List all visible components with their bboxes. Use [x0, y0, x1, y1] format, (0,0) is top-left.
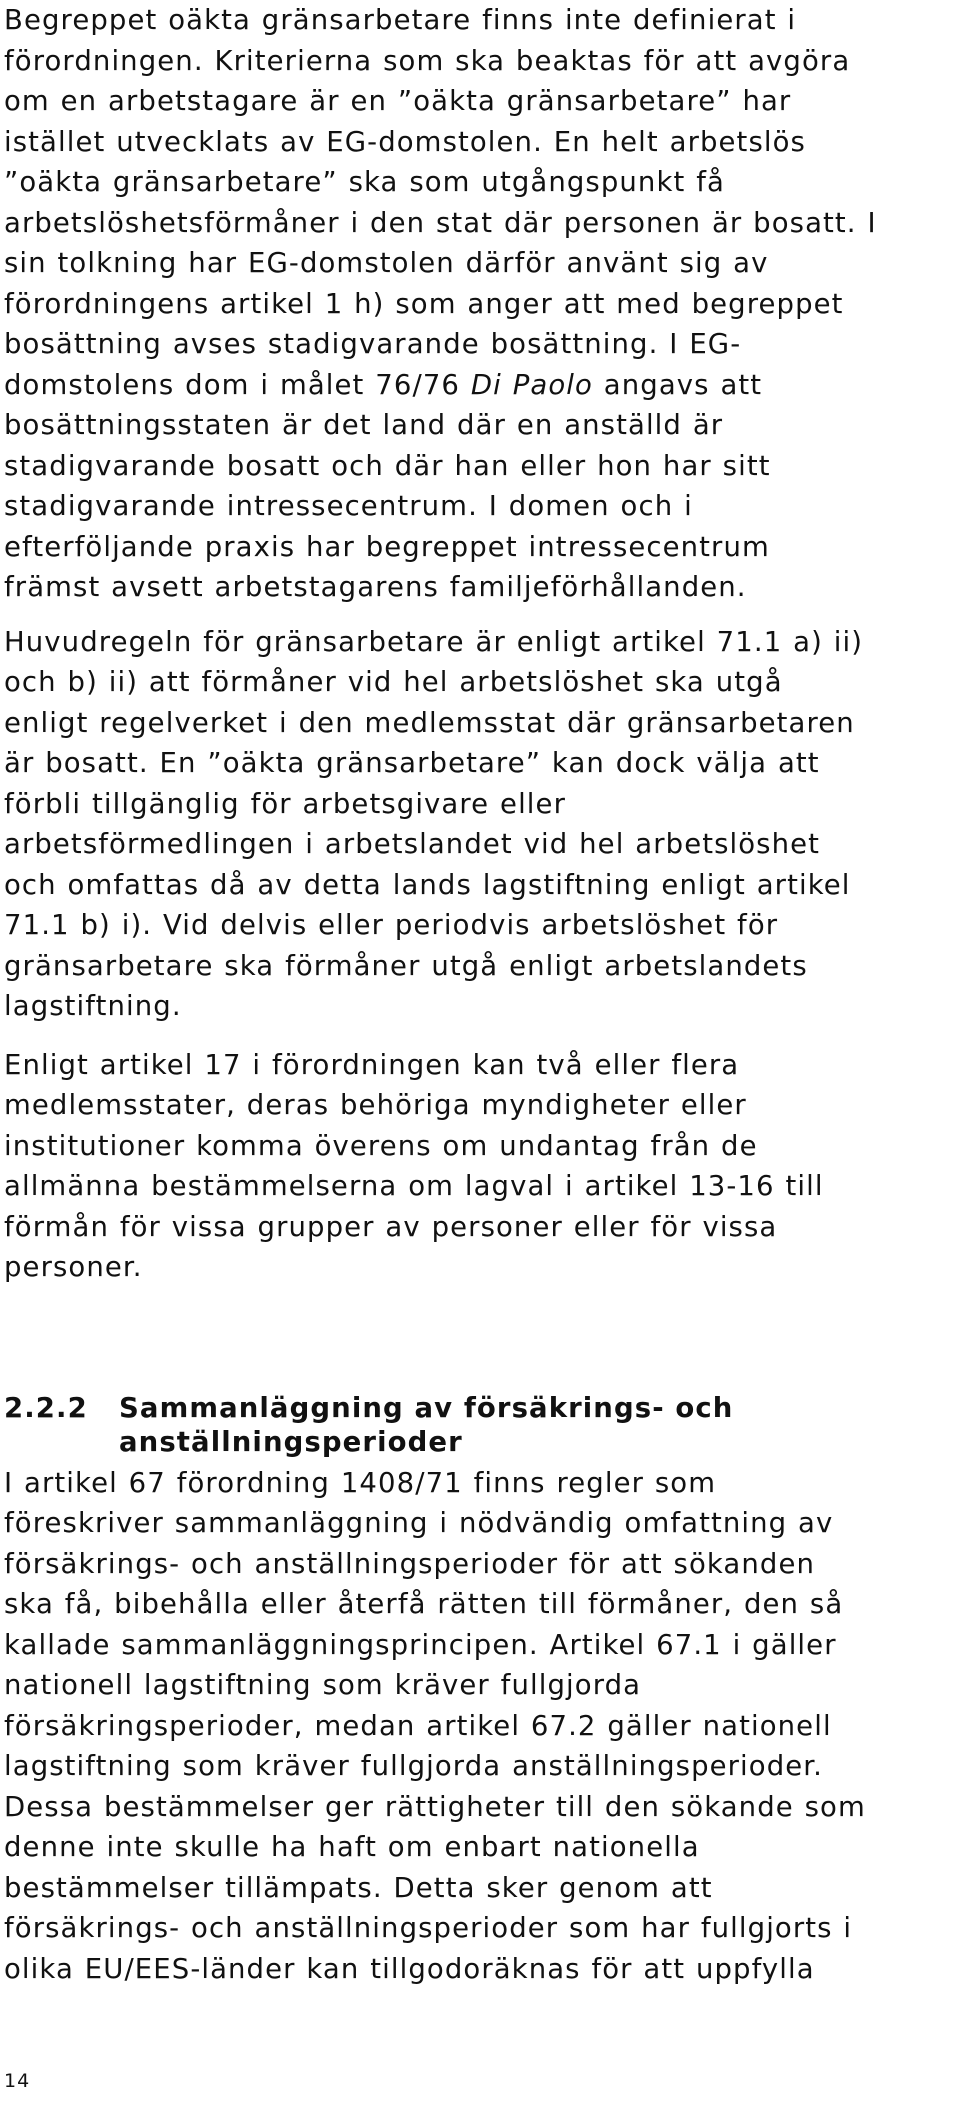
section-title-line-2: anställningsperioder — [119, 1425, 463, 1458]
case-name-italic: Di Paolo — [470, 368, 593, 401]
document-page — [4, 0, 956, 1989]
section-heading — [4, 1391, 956, 1459]
section-number: 2.2.2 — [4, 1391, 88, 1424]
page-number: 14 — [4, 2070, 31, 2092]
paragraph-oakta-gransarbetare-definition — [4, 0, 956, 608]
paragraph-artikel-67: I artikel 67 förordning 1408/71 finns regler som föreskriver sammanläggning i nödvändig omfattning av försäkrings- och anställningsperioder för att sökanden ska få, bibehålla eller återfå rätten till förmåner, den så kallade sammanläggningsprincipen. Artikel 67.1 i gäller nationell lagstiftning som kräver fullgjorda försäkringsperioder, medan artikel 67.2 gäller nationell lagstiftning som kräver fullgjorda anställningsperioder. Dessa bestämmelser ger rättigheter till den sökande som denne inte skulle ha haft om enbart nationella bestämmelser tillämpats. Detta sker genom att försäkrings- och anställningsperioder som har fullgjorts i olika EU/EES-länder kan tillgodoräknas för att uppfylla — [4, 1466, 866, 1985]
paragraph-text: Begreppet oäkta gränsarbetare finns inte definierat i förordningen. Kriterierna som ska beaktas för att avgöra om en arbetstagare är en ”oäkta gränsarbetare” har istället utvecklats av EG-domstolen. En helt arbetslös ”oäkta gränsarbetare” ska som utgångspunkt få arbetslöshetsförmåner i den stat där personen är bosatt. I sin tolkning har EG-domstolen därför använt sig av förordningens artikel 1 h) som anger att med begreppet bosättning avses stadigvarande bosättning. I EG- domstolens dom i målet 76/76 — [4, 4, 877, 401]
section-title-line-1: Sammanläggning av försäkrings- och — [119, 1391, 734, 1424]
paragraph-text: angavs att bosättningsstaten är det land där en anställd är stadigvarande bosatt och där han eller hon har sitt stadigvarande intressecentrum. I domen och i efterföljande praxis har begreppet intressecentrum främst avsett arbetstagarens familjeförhållanden. — [4, 368, 771, 603]
paragraph-artikel-17: Enligt artikel 17 i förordningen kan två eller flera medlemsstater, deras behöriga myndigheter eller institutioner komma överens om undantag från de allmänna bestämmelserna om lagval i artikel 13-16 till förmån för vissa grupper av personer eller för vissa personer. — [4, 1048, 824, 1283]
paragraph-huvudregeln: Huvudregeln för gränsarbetare är enligt artikel 71.1 a) ii) och b) ii) att förmåner vid hel arbetslöshet ska utgå enligt regelverket i den medlemsstat där gränsarbetaren är bosatt. En ”oäkta gränsarbetare” kan dock välja att förbli tillgänglig för arbetsgivare eller arbetsförmedlingen i arbetslandet vid hel arbetslöshet och omfattas då av detta lands lagstiftning enligt artikel 71.1 b) i). Vid delvis eller periodvis arbetslöshet för gränsarbetare ska förmåner utgå enligt arbetslandets lagstiftning. — [4, 625, 864, 1022]
